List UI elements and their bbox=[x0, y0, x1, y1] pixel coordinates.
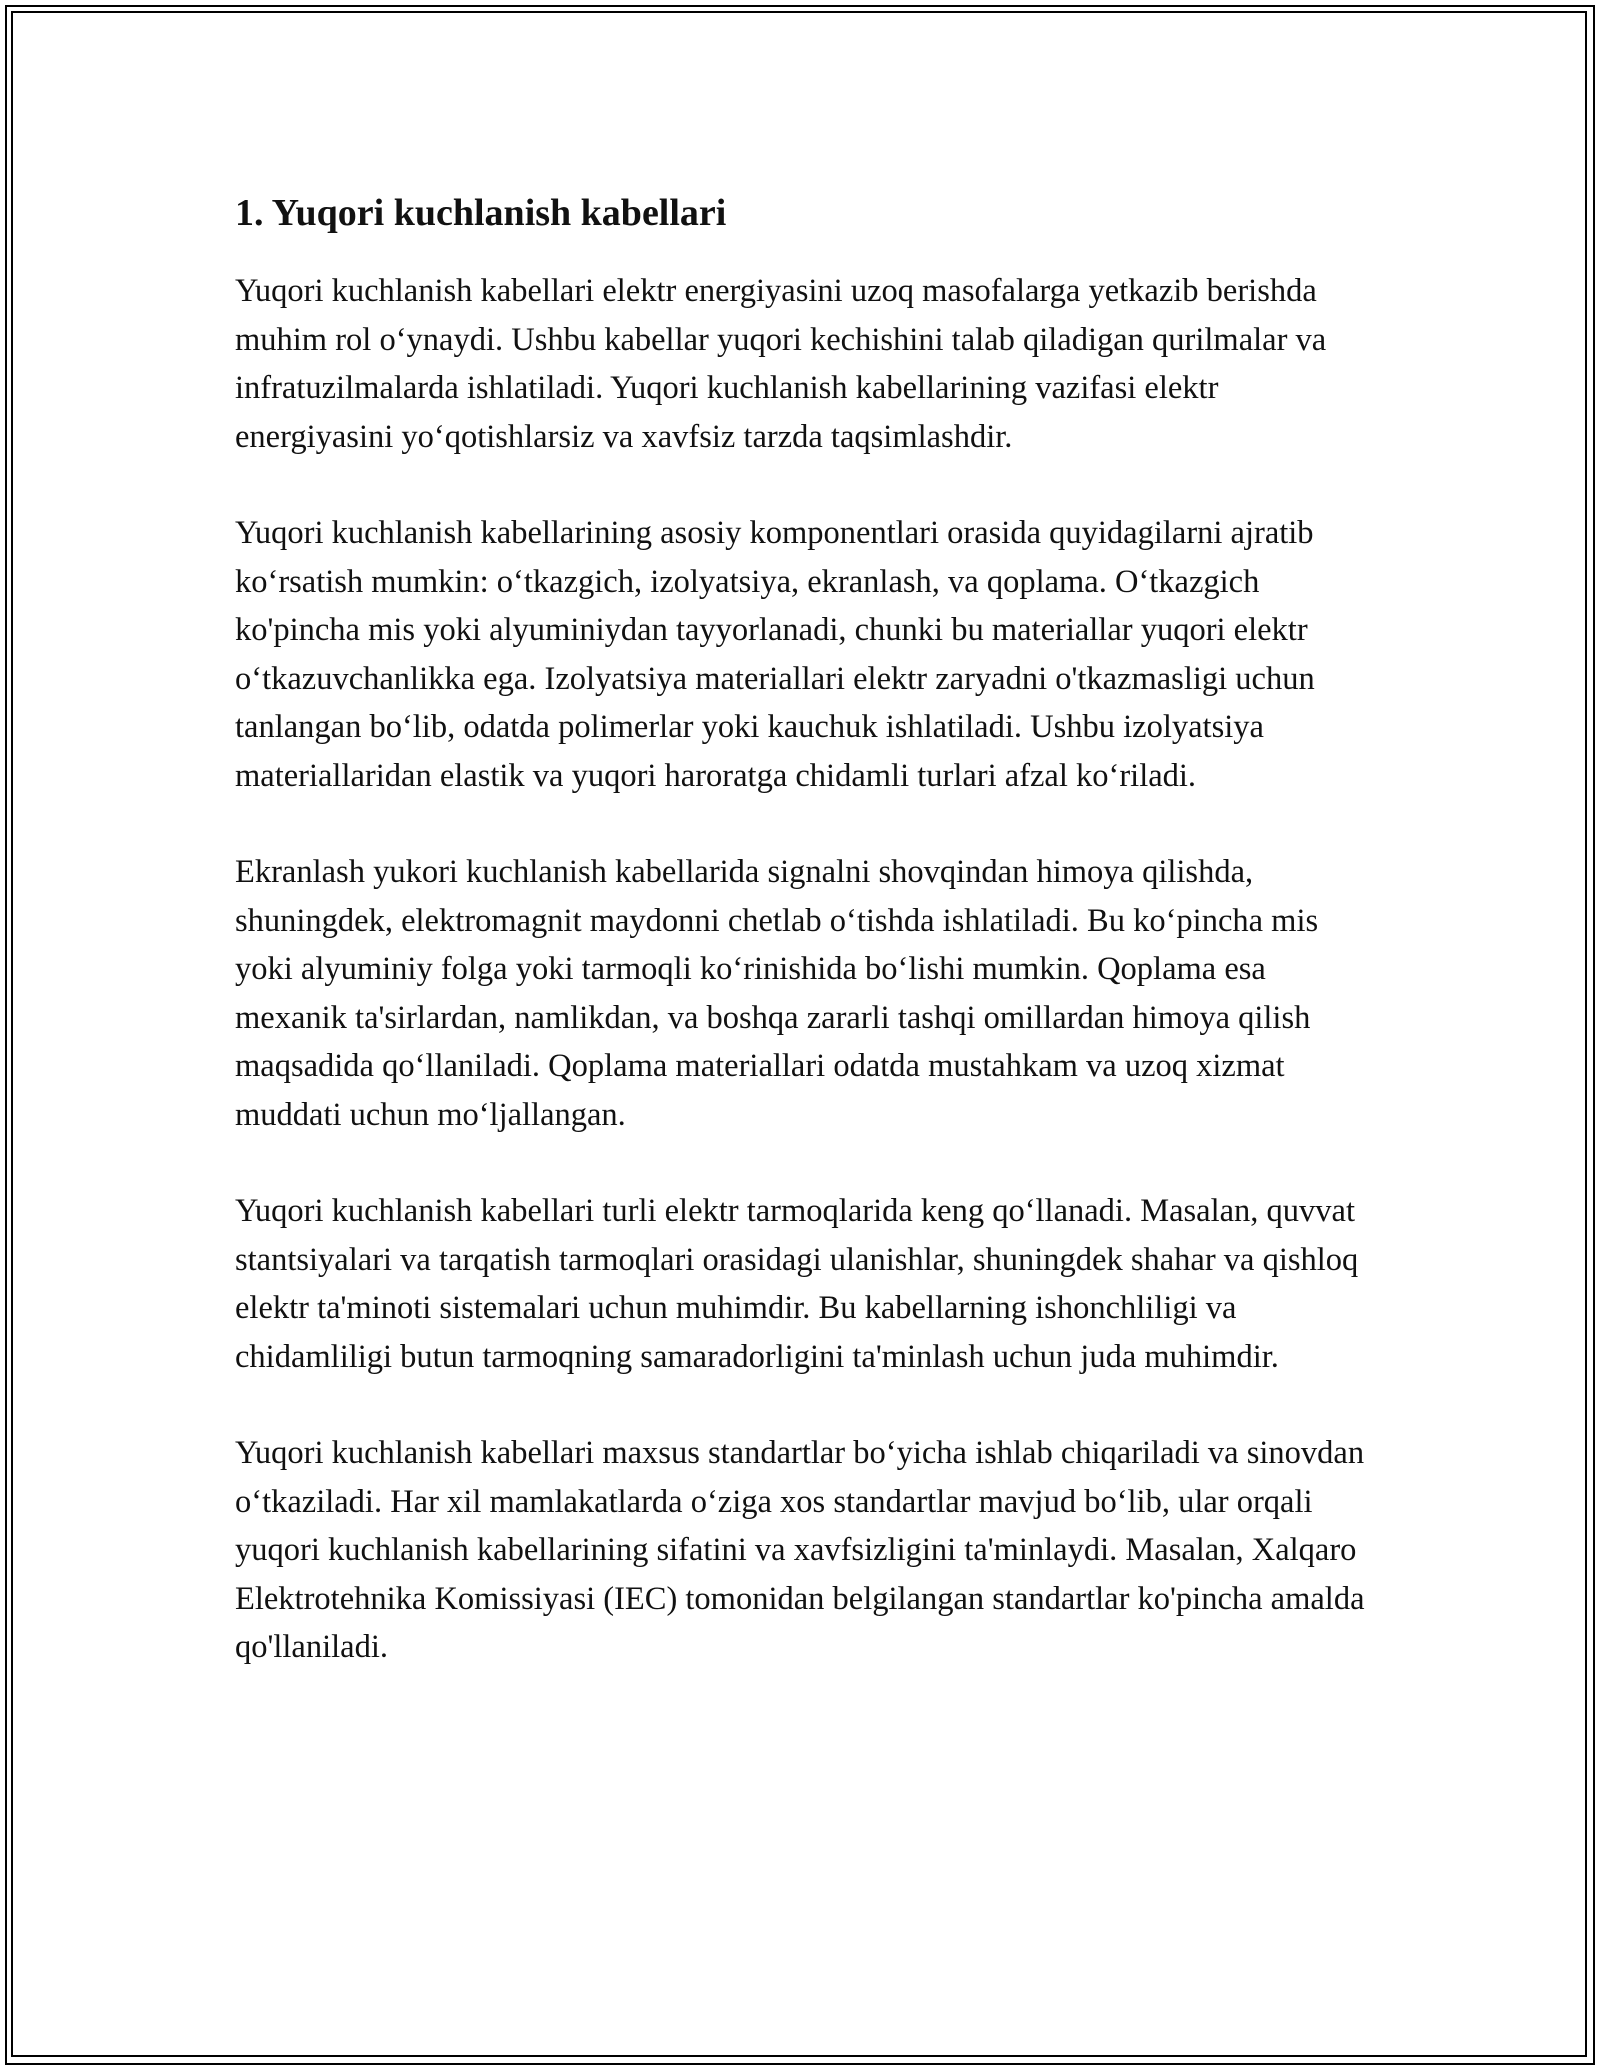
section-heading: 1. Yuqori kuchlanish kabellari bbox=[235, 192, 727, 234]
paragraph-intro: Yuqori kuchlanish kabellari elektr energiyasini uzoq masofalarga yetkazib berishda muhim rol o‘ynaydi. Ushbu kabellar yuqori kechishini talab qiladigan qurilmalar va infratuzilmalarda ishlatiladi. Yuqori kuchlanish kabellarining vazifasi elektr energiyasini yo‘qotishlarsiz va xavfsiz tarzda taqsimlashdir. bbox=[235, 273, 1327, 455]
paragraph-components: Yuqori kuchlanish kabellarining asosiy komponentlari orasida quyidagilarni ajratib ko‘rsatish mumkin: o‘tkazgich, izolyatsiya, ekranlash, va qoplama. O‘tkazgich ko'pincha mis yoki alyuminiydan tayyorlanadi, chunki bu materiallar yuqori elektr o‘tkazuvchanlikka ega. Izolyatsiya materiallari elektr zaryadni o'tkazmasligi uchun tanlangan bo‘lib, odatda polimerlar yoki kauchuk ishlatiladi. Ushbu izolyatsiya materiallaridan elastik va yuqori haroratga chidamli turlari afzal ko‘riladi. bbox=[235, 515, 1315, 794]
document-body bbox=[235, 185, 1375, 1720]
paragraph-shielding: Ekranlash yukori kuchlanish kabellarida signalni shovqindan himoya qilishda, shuningdek, elektromagnit maydonni chetlab o‘tishda ishlatiladi. Bu ko‘pincha mis yoki alyuminiy folga yoki tarmoqli ko‘rinishida bo‘lishi mumkin. Qoplama esa mexanik ta'sirlardan, namlikdan, va boshqa zararli tashqi omillardan himoya qilish maqsadida qo‘llaniladi. Qoplama materiallari odatda mustahkam va uzoq xizmat muddati uchun mo‘ljallangan. bbox=[235, 854, 1319, 1133]
paragraph-applications: Yuqori kuchlanish kabellari turli elektr tarmoqlarida keng qo‘llanadi. Masalan, quvvat stantsiyalari va tarqatish tarmoqlari orasidagi ulanishlar, shuningdek shahar va qishloq elektr ta'minoti sistemalari uchun muhimdir. Bu kabellarning ishonchliligi va chidamliligi butun tarmoqning samaradorligini ta'minlash uchun juda muhimdir. bbox=[235, 1193, 1359, 1375]
paragraph-standards: Yuqori kuchlanish kabellari maxsus standartlar bo‘yicha ishlab chiqariladi va sinovdan o‘tkaziladi. Har xil mamlakatlarda o‘ziga xos standartlar mavjud bo‘lib, ular orqali yuqori kuchlanish kabellarining sifatini va xavfsizligini ta'minlaydi. Masalan, Xalqaro Elektrotehnika Komissiyasi (IEC) tomonidan belgilangan standartlar ko'pincha amalda qo'llaniladi. bbox=[235, 1435, 1365, 1665]
